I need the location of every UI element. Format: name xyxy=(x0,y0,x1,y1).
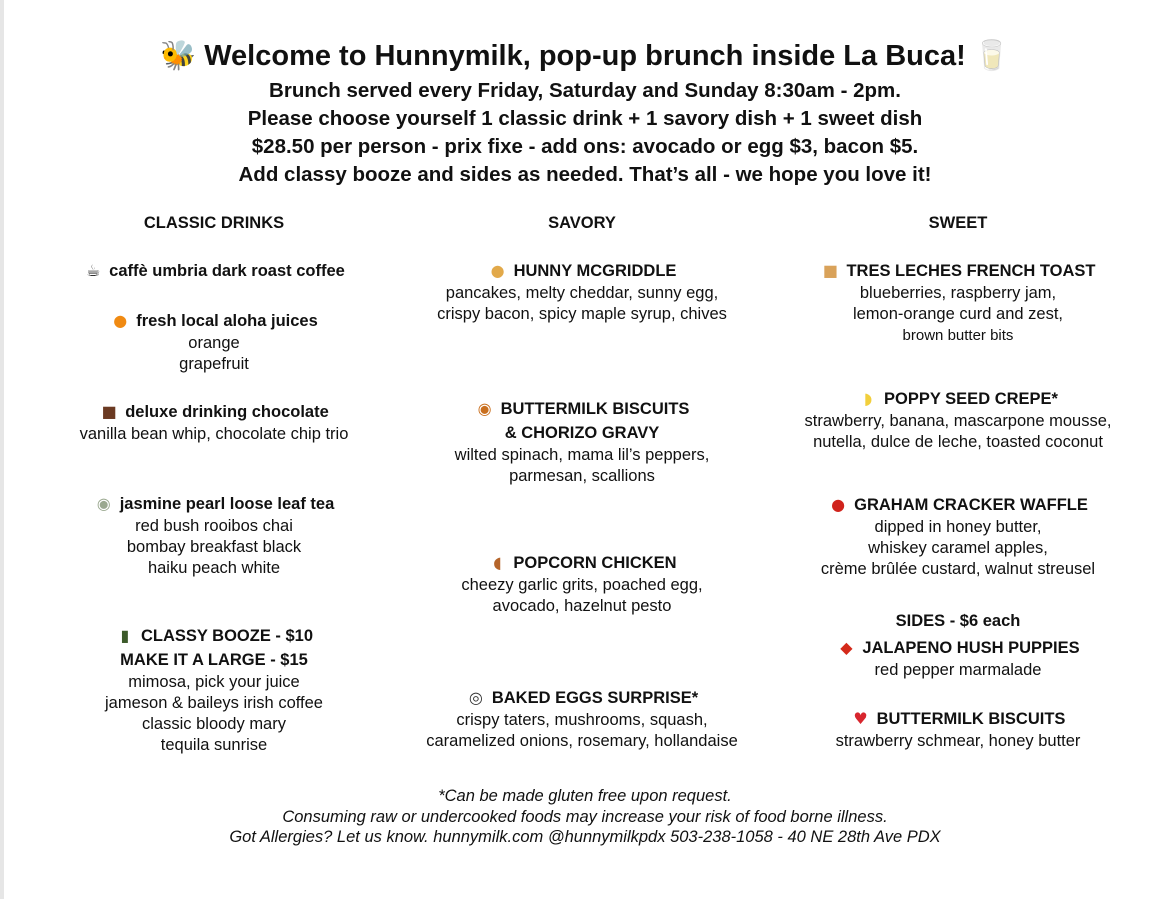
menu-item xyxy=(778,493,1138,580)
column-heading: SWEET xyxy=(928,214,988,232)
champagne-bottle-icon: ▮ xyxy=(120,626,130,645)
orange-icon: ● xyxy=(113,311,128,330)
item-desc: orange xyxy=(188,334,240,352)
menu-item xyxy=(34,309,394,375)
item-desc: dipped in honey butter, xyxy=(874,518,1042,536)
menu-item xyxy=(34,624,394,756)
item-desc: strawberry schmear, honey butter xyxy=(835,732,1081,750)
menu-item xyxy=(34,400,394,445)
gluten-free-note: *Can be made gluten free upon request. xyxy=(438,787,732,805)
item-name: JALAPENO HUSH PUPPIES xyxy=(862,639,1080,657)
chicken-drumstick-icon: ◖ xyxy=(493,553,502,572)
item-desc: red pepper marmalade xyxy=(874,661,1042,679)
item-desc: pancakes, melty cheddar, sunny egg, xyxy=(445,284,719,302)
column-heading: CLASSIC DRINKS xyxy=(143,214,285,232)
page-title xyxy=(0,36,1170,75)
bread-toast-icon: ■ xyxy=(822,261,839,280)
item-name: caffè umbria dark roast coffee xyxy=(109,262,345,280)
item-desc: crispy bacon, spicy maple syrup, chives xyxy=(437,305,727,323)
biscuit-gravy-icon: ◉ xyxy=(477,399,492,418)
item-desc: haiku peach white xyxy=(147,559,281,577)
menu-item xyxy=(778,387,1138,453)
item-desc: cheezy garlic grits, poached egg, xyxy=(461,576,703,594)
item-name: MAKE IT A LARGE - $15 xyxy=(120,651,308,669)
item-desc: blueberries, raspberry jam, xyxy=(859,284,1057,302)
item-desc: crème brûlée custard, walnut streusel xyxy=(820,560,1096,578)
side-item xyxy=(778,707,1138,752)
bee-icon: 🐝 xyxy=(160,38,197,72)
column-heading: SAVORY xyxy=(548,214,616,232)
item-desc: whiskey caramel apples, xyxy=(868,539,1048,557)
menu-footer xyxy=(0,786,1170,848)
item-name: GRAHAM CRACKER WAFFLE xyxy=(854,496,1088,514)
chocolate-bar-icon: ■ xyxy=(101,402,117,421)
item-name: POPPY SEED CREPE* xyxy=(884,390,1058,408)
sides-heading: SIDES - $6 each xyxy=(895,612,1021,630)
item-desc: wilted spinach, mama lil’s peppers, xyxy=(454,446,710,464)
menu-header xyxy=(0,36,1170,189)
strawberry-icon: ♥ xyxy=(853,709,868,728)
menu-item xyxy=(778,259,1138,346)
item-desc: jameson & baileys irish coffee xyxy=(105,694,323,712)
item-desc: classic bloody mary xyxy=(142,715,286,733)
pancakes-icon: ● xyxy=(490,261,505,280)
item-name: & CHORIZO GRAVY xyxy=(504,424,660,442)
item-desc: lemon-orange curd and zest, xyxy=(852,305,1064,323)
item-name: TRES LECHES FRENCH TOAST xyxy=(846,262,1096,280)
choice-line: Please choose yourself 1 classic drink + 1 savory dish + 1 sweet dish xyxy=(247,107,923,130)
chili-pepper-icon: ◆ xyxy=(840,638,853,657)
menu-item xyxy=(34,259,394,283)
item-desc: strawberry, banana, mascarpone mousse, xyxy=(804,412,1112,430)
hours-line: Brunch served every Friday, Saturday and Sunday 8:30am - 2pm. xyxy=(269,79,901,102)
item-name: BUTTERMILK BISCUITS xyxy=(500,400,690,418)
item-desc: red bush rooibos chai xyxy=(135,517,293,535)
item-name: BUTTERMILK BISCUITS xyxy=(876,710,1066,728)
item-desc: mimosa, pick your juice xyxy=(128,673,300,691)
item-desc: grapefruit xyxy=(179,355,249,373)
coffee-cup-icon: ☕ xyxy=(85,261,101,280)
menu-item xyxy=(402,397,762,487)
menu-item xyxy=(402,551,762,617)
menu-item xyxy=(402,259,762,325)
contact-line: Got Allergies? Let us know. hunnymilk.com @hunnymilkpdx 503-238-1058 - 40 NE 28th Ave PDX xyxy=(229,828,941,846)
item-desc: caramelized onions, rosemary, hollandaise xyxy=(426,732,738,750)
item-name: CLASSY BOOZE - $10 xyxy=(140,627,314,645)
glass-of-milk-icon: 🥛 xyxy=(973,38,1010,72)
tea-cup-icon: ◉ xyxy=(96,494,111,513)
title-text: Welcome to Hunnymilk, pop-up brunch inside La Buca! xyxy=(204,40,966,72)
item-name: BAKED EGGS SURPRISE* xyxy=(491,689,699,707)
item-desc: brown butter bits xyxy=(902,327,1014,344)
item-desc: tequila sunrise xyxy=(160,736,268,754)
menu-item xyxy=(34,492,394,579)
item-desc: crispy taters, mushrooms, squash, xyxy=(456,711,708,729)
red-apple-icon: ● xyxy=(831,495,846,514)
item-name: POPCORN CHICKEN xyxy=(513,554,677,572)
item-name: deluxe drinking chocolate xyxy=(125,403,329,421)
item-desc: nutella, dulce de leche, toasted coconut xyxy=(813,433,1103,451)
menu-item xyxy=(402,686,762,752)
addons-line: Add classy booze and sides as needed. That’s all - we hope you love it! xyxy=(238,163,932,186)
item-name: fresh local aloha juices xyxy=(136,312,318,330)
item-desc: avocado, hazelnut pesto xyxy=(492,597,672,615)
food-safety-note: Consuming raw or undercooked foods may increase your risk of food borne illness. xyxy=(282,807,888,826)
item-desc: parmesan, scallions xyxy=(509,467,655,485)
side-item xyxy=(778,636,1138,681)
item-desc: vanilla bean whip, chocolate chip trio xyxy=(79,425,349,443)
price-line: $28.50 per person - prix fixe - add ons: avocado or egg $3, bacon $5. xyxy=(251,135,919,158)
banana-icon: ◗ xyxy=(863,389,873,408)
item-name: jasmine pearl loose leaf tea xyxy=(119,495,335,513)
item-name: HUNNY MCGRIDDLE xyxy=(513,262,677,280)
item-desc: bombay breakfast black xyxy=(126,538,302,556)
frying-pan-egg-icon: ◎ xyxy=(468,688,483,707)
